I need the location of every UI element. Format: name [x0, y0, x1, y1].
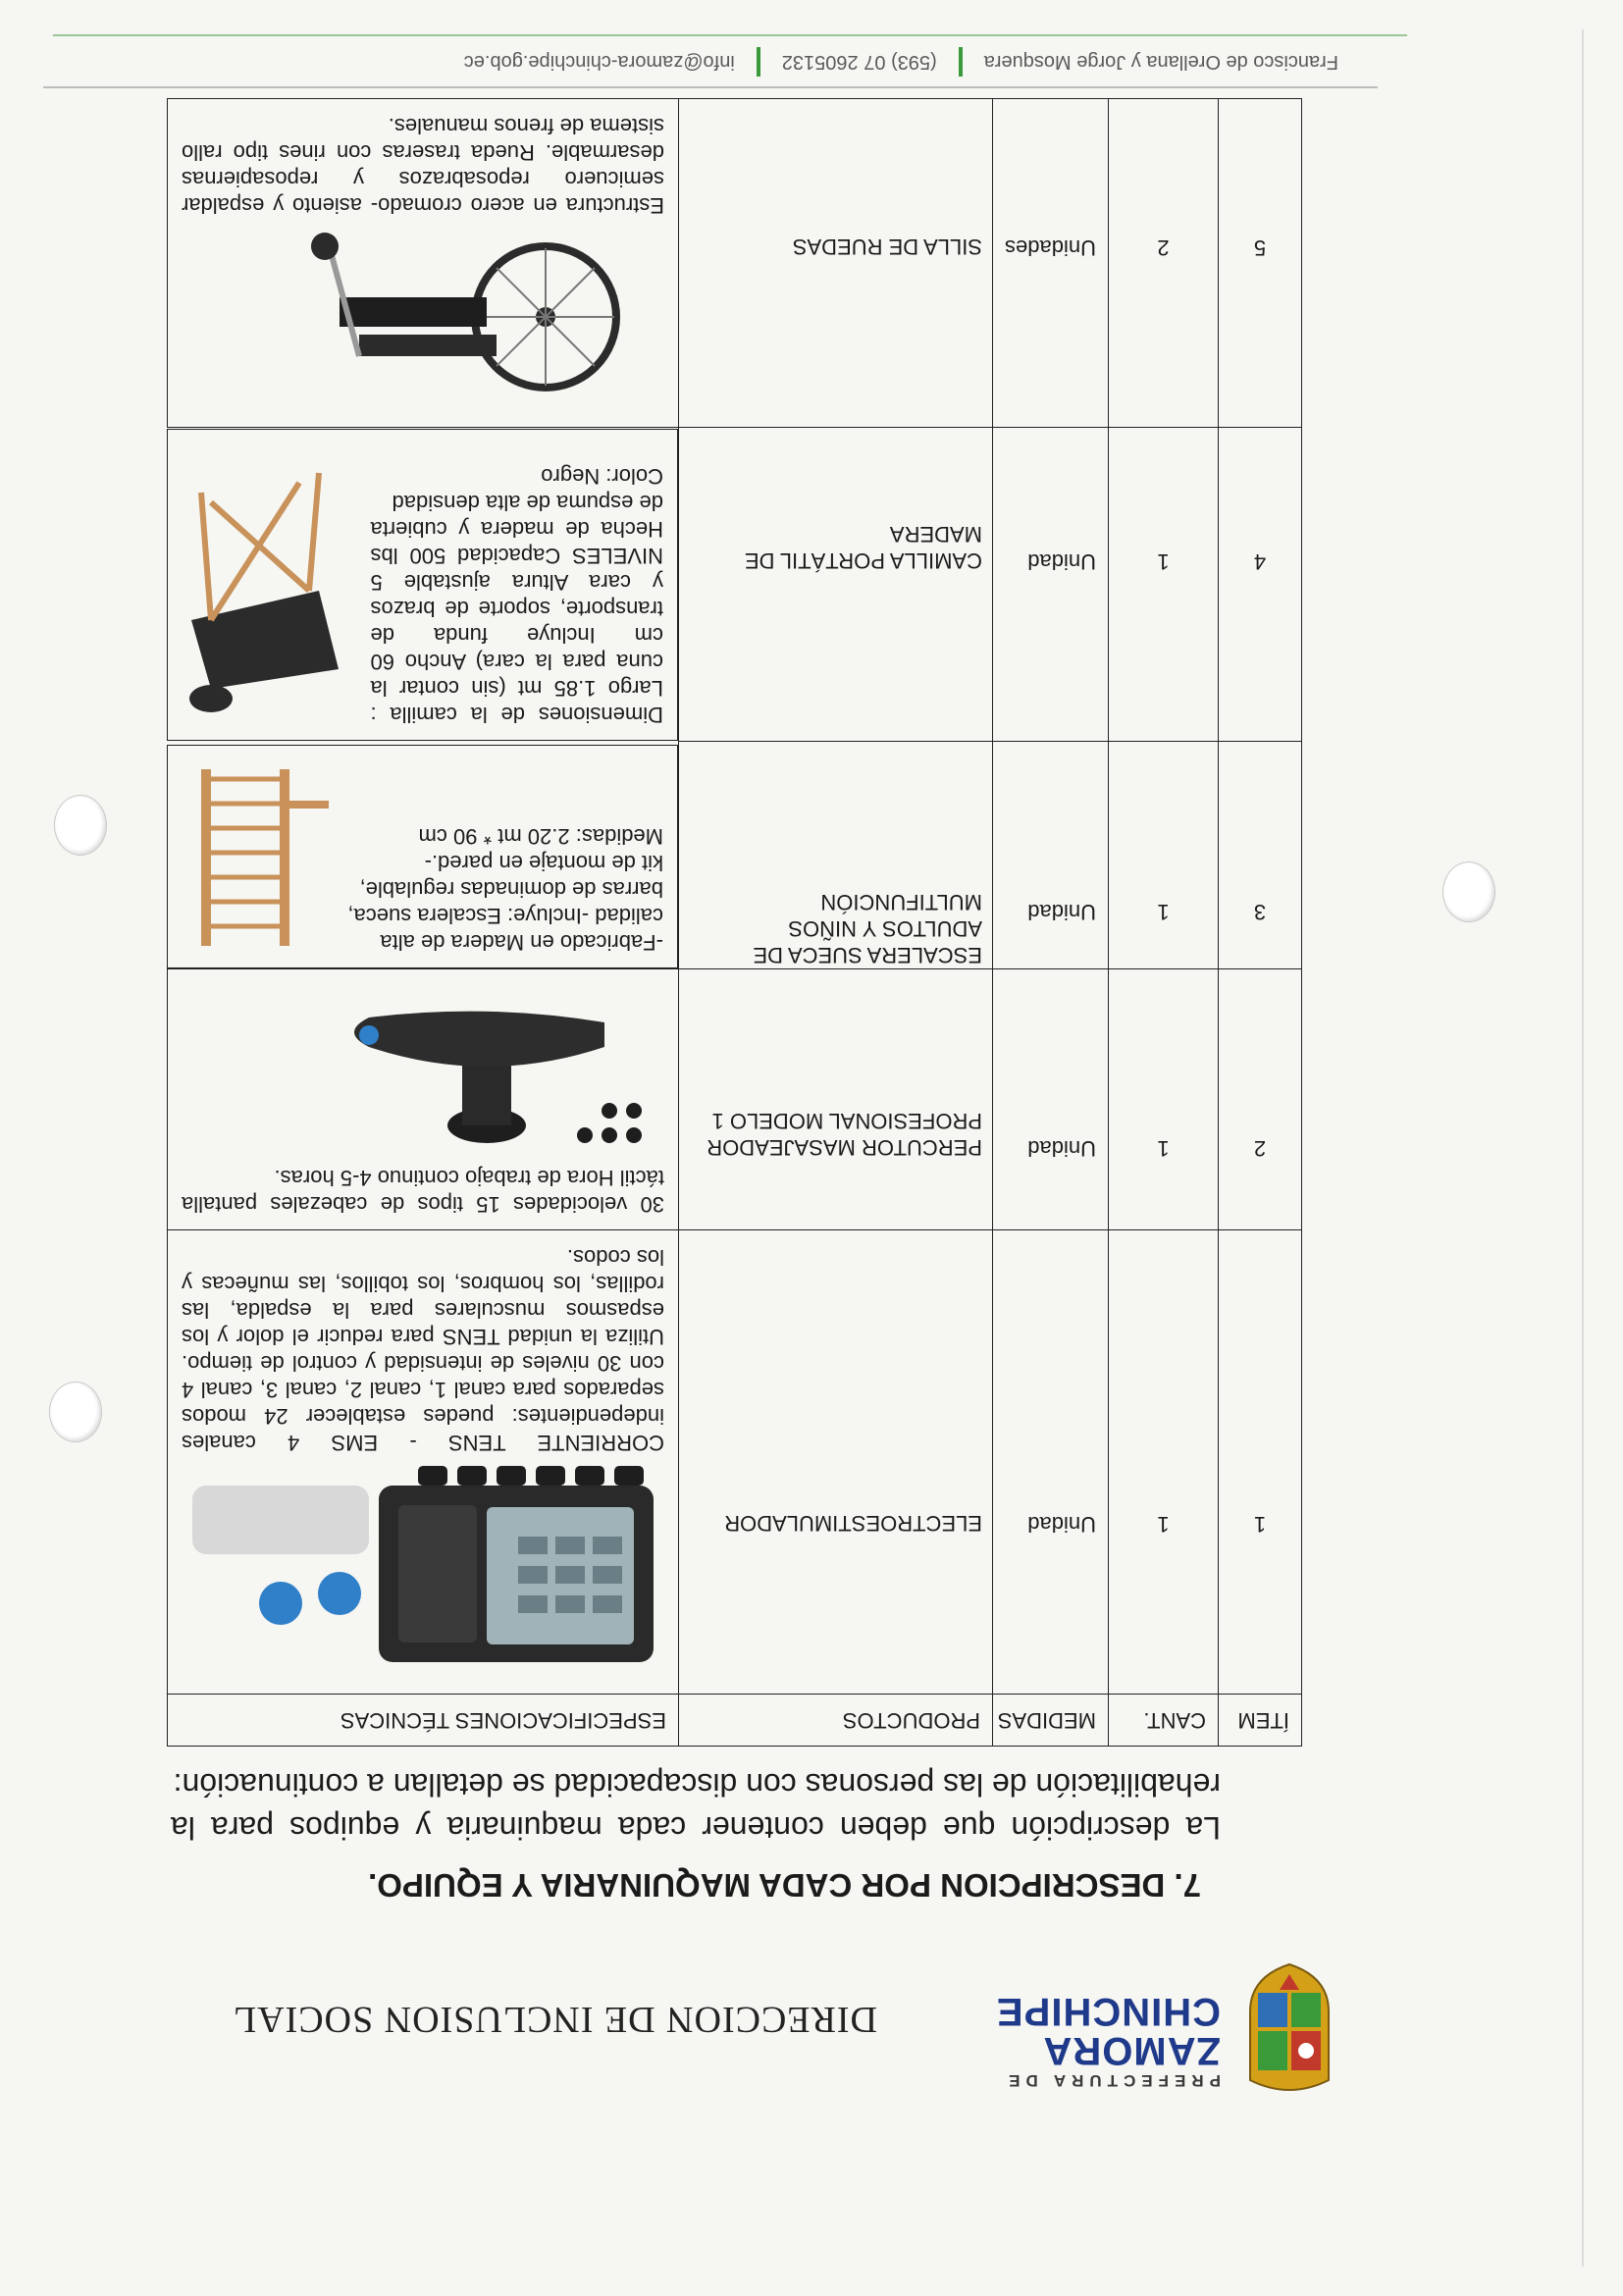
cell-cant: 1 [1109, 969, 1219, 1230]
binder-hole-top [1442, 861, 1495, 922]
prefectura-shield-logo [1240, 1962, 1338, 2100]
cell-item: 2 [1219, 969, 1302, 1230]
section-title: 7. DESCRIPCION POR CADA MAQUINARIA Y EQUIPO. [368, 1867, 1201, 1904]
table-header-row [168, 1695, 1302, 1747]
cell-item: 5 [1219, 99, 1302, 428]
header-productos: PRODUCTOS [679, 1695, 993, 1747]
equipment-table [167, 98, 1302, 1747]
cell-cant: 2 [1109, 99, 1219, 428]
cell-item: 4 [1219, 428, 1302, 742]
brand-name-line2: CHINCHIPE [995, 1990, 1221, 2033]
cell-cant: 1 [1109, 1230, 1219, 1695]
cell-specs [168, 1230, 679, 1695]
cell-cant: 1 [1109, 428, 1219, 742]
header-item: ÍTEM [1219, 1695, 1302, 1747]
table-row [168, 742, 1302, 969]
portable-massage-table-image [183, 444, 359, 729]
table-row [168, 969, 1302, 1230]
footer-email: info@zamora-chinchipe.gob.ec [463, 51, 735, 74]
specs-text: Estructura en acero cromado- asiento y espaldar semicuero reposabrazos y reposapiernas desarmable. Rueda traseras con rines tipo rallo sistema de frenos manuales. [182, 114, 664, 218]
department-title: DIRECCION DE INCLUSION SOCIAL [232, 1999, 877, 2040]
specs-color: Color: Negro [541, 464, 663, 490]
specs-text: CORRIENTE TENS - EMS 4 canales independientes: puedes establecer 24 modos separados para canal 1, canal 2, canal 3, canal 4 con 30 niveles de intensidad y control de tiempo. Utiliza la unidad TENS para reducir el dolor y los espasmos musculares para la espalda, las rodillas, los hombros, los tobillos, las muñecas y los codos. [182, 1245, 664, 1455]
header-cant: CANT. [1109, 1695, 1219, 1747]
footer [122, 47, 1338, 77]
table-row [168, 428, 1302, 742]
cell-medidas: Unidades [993, 99, 1109, 428]
swedish-ladder-image [183, 759, 330, 956]
cell-producto: SILLA DE RUEDAS [679, 99, 993, 428]
specs-text: -Fabricado en Madera de alta calidad -Incluye: Escalera sueca, barras de dominadas regulable, kit de montaje en pared.- Medidas: 2.20 mt * 90 cm [347, 824, 663, 955]
brand-wordmark [996, 1992, 1221, 2090]
section-intro: La descripción que deben contener cada maquinaria y equipos para la rehabilitación de las personas con discapacidad se detallan a continuación: [171, 1767, 1221, 1846]
cell-producto: PERCUTOR MASAJEADOR PROFESIONAL MODELO 1 [679, 969, 993, 1230]
cell-medidas: Unidad [993, 969, 1109, 1230]
table-row [168, 1230, 1302, 1695]
cell-medidas: Unidad [993, 428, 1109, 742]
cell-specs [168, 99, 679, 428]
cell-medidas: Unidad [993, 1230, 1109, 1695]
specs-text: Dimensiones de la camilla : Largo 1.85 mt (sin contar la cuna para la cara) Ancho 60 cm Incluye funda de transporte, soporte de brazos y cara Altura ajustable 5 NIVELES Capacidad 500 lbs Hecha de madera y cubierta de espuma de alta densidad [370, 491, 663, 728]
page-edge [1582, 29, 1584, 2267]
letterhead [161, 1953, 1338, 2100]
binder-hole-right [54, 795, 107, 856]
table-row [168, 99, 1302, 428]
brand-name-line1: ZAMORA [1042, 2029, 1221, 2072]
footer-separator [757, 47, 760, 77]
cell-cant: 1 [1109, 742, 1219, 969]
specs-block [371, 444, 664, 729]
cell-item: 3 [1219, 742, 1302, 969]
cell-medidas: Unidad [993, 742, 1109, 969]
footer-divider [43, 86, 1378, 88]
footer-phone: (593) 07 2605132 [781, 51, 937, 74]
footer-separator [959, 47, 963, 77]
cell-specs [168, 969, 679, 1230]
binder-hole-lower [49, 1382, 102, 1442]
specs-text: 30 velocidades 15 tipos de cabezales pantalla táctil Hora de trabajo continuo 4-5 horas. [182, 1166, 664, 1217]
bottom-accent-line [53, 34, 1407, 36]
wheelchair-image [182, 229, 664, 415]
footer-authors: Francisco de Orellana y Jorge Mosquera [983, 51, 1338, 74]
cell-producto: CAMILLA PORTÁTIL DE MADERA [679, 428, 993, 742]
header-medidas: MEDIDAS [993, 1695, 1109, 1747]
electrostimulator-image [182, 1466, 664, 1682]
cell-specs [168, 430, 679, 742]
cell-producto: ELECTROESTIMULADOR [679, 1230, 993, 1695]
header-especificaciones: ESPECIFICACIONES TÉCNICAS [168, 1695, 679, 1747]
cell-specs [168, 745, 679, 968]
brand-prefix: PREFECTURA DE [1003, 2071, 1221, 2090]
massage-percussor-image [182, 988, 664, 1165]
cell-item: 1 [1219, 1230, 1302, 1695]
cell-producto: ESCALERA SUECA DE ADULTOS Y NIÑOS MULTIFUNCIÓN [679, 742, 993, 969]
